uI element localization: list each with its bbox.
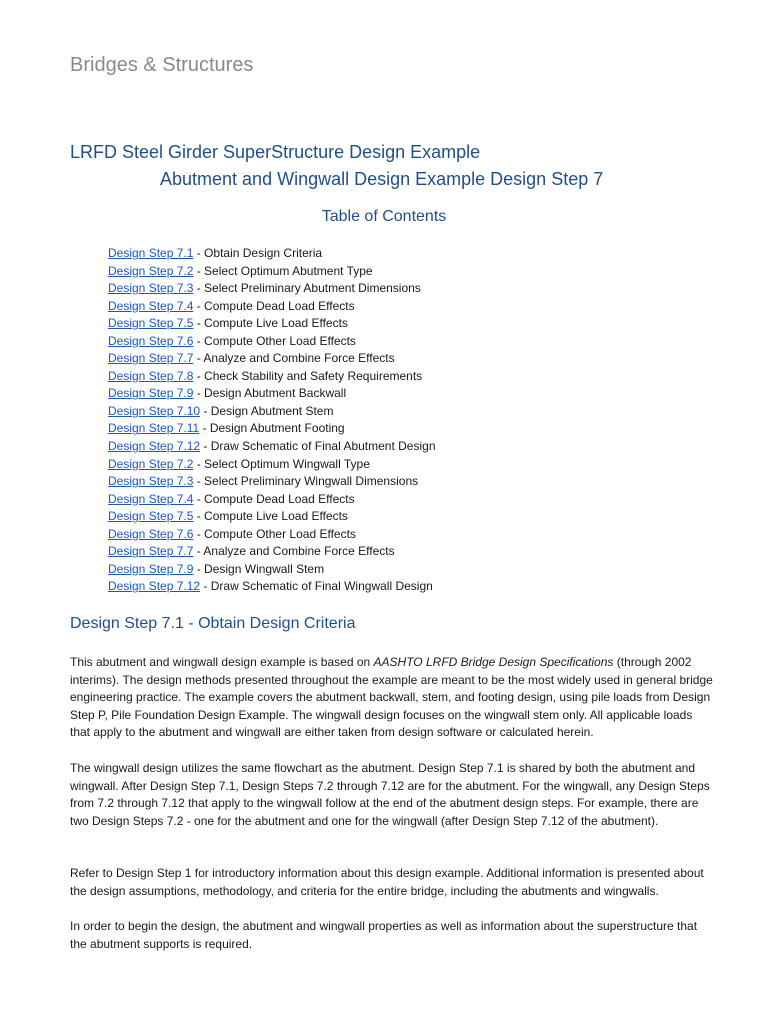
toc-item — [108, 526, 436, 544]
toc-item — [108, 543, 436, 561]
toc-item — [108, 280, 436, 298]
toc-link[interactable]: Design Step 7.5 — [108, 316, 194, 331]
toc-link[interactable]: Design Step 7.12 — [108, 579, 201, 594]
toc-item — [108, 245, 436, 263]
toc-link[interactable]: Design Step 7.7 — [108, 544, 194, 559]
toc-link[interactable]: Design Step 7.6 — [108, 526, 194, 541]
toc-link[interactable]: Design Step 7.12 — [108, 439, 201, 454]
page-title: LRFD Steel Girder SuperStructure Design Example — [70, 142, 481, 162]
toc-link[interactable]: Design Step 7.4 — [108, 298, 194, 313]
toc-description: - Check Stability and Safety Requirements — [193, 368, 423, 383]
toc-link[interactable]: Design Step 7.6 — [108, 333, 194, 348]
toc-item — [108, 315, 436, 333]
toc-description: - Compute Other Load Effects — [193, 526, 356, 541]
toc-description: - Draw Schematic of Final Wingwall Design — [200, 579, 433, 594]
paragraph-intro — [70, 654, 715, 742]
paragraph-text: (through 2002 interims). The design methods presented throughout the example are meant to be the most widely used in general bridge engineering practice. The example covers the abutment backwall, stem, and footing design, using pile loads from Design Step P, Pile Foundation Design Example. The wingwall design focuses on the wingwall stem only. All applicable loads that apply to the abutment and wingwall are either taken from design software or calculated herein. — [70, 655, 713, 739]
toc-item — [108, 456, 436, 474]
toc-item — [108, 263, 436, 281]
site-title: Bridges & Structures — [70, 54, 254, 76]
toc-link[interactable]: Design Step 7.9 — [108, 386, 194, 401]
toc-link[interactable]: Design Step 7.5 — [108, 509, 194, 524]
toc-description: - Compute Dead Load Effects — [193, 298, 355, 313]
toc-link[interactable]: Design Step 7.3 — [108, 281, 194, 296]
toc-description: - Select Preliminary Abutment Dimensions — [193, 281, 421, 296]
toc-item — [108, 491, 436, 509]
toc-link[interactable]: Design Step 7.7 — [108, 351, 194, 366]
toc-item — [108, 403, 436, 421]
toc-description: - Design Abutment Backwall — [193, 386, 347, 401]
toc-item — [108, 385, 436, 403]
toc-link[interactable]: Design Step 7.2 — [108, 263, 194, 278]
toc-item — [108, 350, 436, 368]
specification-title: AASHTO LRFD Bridge Design Specifications — [373, 655, 614, 669]
toc-description: - Draw Schematic of Final Abutment Design — [200, 439, 436, 454]
toc-link[interactable]: Design Step 7.9 — [108, 561, 194, 576]
toc-item — [108, 333, 436, 351]
toc-item — [108, 561, 436, 579]
toc-item — [108, 438, 436, 456]
toc-link[interactable]: Design Step 7.11 — [108, 421, 200, 436]
paragraph-text: This abutment and wingwall design example is based on — [70, 655, 374, 669]
toc-link[interactable]: Design Step 7.4 — [108, 491, 194, 506]
toc-link[interactable]: Design Step 7.1 — [108, 246, 194, 260]
toc-description: - Select Preliminary Wingwall Dimensions — [193, 474, 419, 489]
toc-link[interactable]: Design Step 7.10 — [108, 403, 201, 418]
toc-description: - Compute Dead Load Effects — [193, 491, 355, 506]
toc-item — [108, 508, 436, 526]
toc-description: - Obtain Design Criteria — [193, 246, 323, 260]
toc-description: - Select Optimum Abutment Type — [193, 263, 373, 278]
toc-item — [108, 420, 436, 438]
toc-description: - Select Optimum Wingwall Type — [193, 456, 370, 471]
paragraph-begin: In order to begin the design, the abutment and wingwall properties as well as information about the superstructure that the abutment supports is required. — [70, 919, 698, 951]
toc-description: - Design Abutment Stem — [200, 403, 334, 418]
toc-description: - Compute Live Load Effects — [193, 316, 348, 331]
table-of-contents — [108, 245, 436, 596]
toc-description: - Analyze and Combine Force Effects — [193, 544, 395, 559]
toc-description: - Design Wingwall Stem — [193, 561, 325, 576]
page-subtitle: Abutment and Wingwall Design Example Design Step 7 — [160, 169, 604, 189]
toc-link[interactable]: Design Step 7.2 — [108, 456, 194, 471]
toc-description: - Compute Live Load Effects — [193, 509, 348, 524]
paragraph-refer: Refer to Design Step 1 for introductory information about this design example. Additional information is presented about the design assumptions, methodology, and criteria for the entire bridge, including the abutments and wingwalls. — [70, 866, 704, 898]
toc-item — [108, 473, 436, 491]
toc-item — [108, 368, 436, 386]
toc-heading: Table of Contents — [321, 208, 447, 225]
toc-link[interactable]: Design Step 7.3 — [108, 474, 194, 489]
toc-description: - Compute Other Load Effects — [193, 333, 356, 348]
toc-description: - Design Abutment Footing — [199, 421, 345, 436]
paragraph-flowchart: The wingwall design utilizes the same flowchart as the abutment. Design Step 7.1 is shared by both the abutment and wingwall. After Design Step 7.1, Design Steps 7.2 through 7.12 are for the abutment. For the wingwall, any Design Steps from 7.2 through 7.12 that apply to the wingwall follow at the end of the abutment design steps. For example, there are two Design Steps 7.2 - one for the abutment and one for the wingwall (after Design Step 7.12 of the abutment). — [70, 761, 710, 828]
toc-item — [108, 298, 436, 316]
toc-item — [108, 578, 436, 596]
section-heading: Design Step 7.1 - Obtain Design Criteria — [70, 615, 356, 632]
toc-link[interactable]: Design Step 7.8 — [108, 368, 194, 383]
toc-description: - Analyze and Combine Force Effects — [193, 351, 395, 366]
